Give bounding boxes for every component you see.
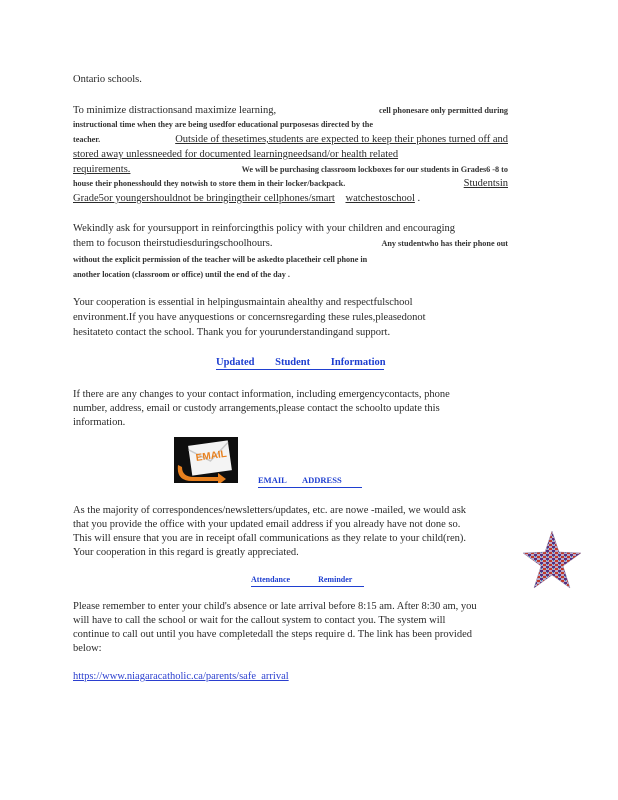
updated-line-3: information.	[73, 417, 126, 428]
phones-line-2: instructional time when they are being usedfor educational purposesas directed by the	[73, 120, 373, 129]
phones-line-5a: requirements.	[73, 164, 131, 175]
phones-line-6b: Studentsin	[463, 178, 508, 189]
support-line-2	[73, 237, 508, 250]
phones-line-7	[73, 192, 508, 205]
email-icon-label: EMAIL	[195, 448, 228, 464]
cooperation-line-3: hesitateto contact the school. Thank you for yourunderstandingand support.	[73, 327, 391, 338]
updated-info-heading-text: Updated Student Information	[216, 357, 386, 368]
phones-line-7a: Grade5or youngershouldnot be bringingtheir cellphones/smart	[73, 193, 335, 204]
support-line-1: Wekindly ask for yoursupport in reinforcingthis policy with your children and encouraging	[73, 223, 456, 234]
updated-line-2: number, address, email or custody arrangements,please contact the schoolto update this	[73, 403, 440, 414]
phones-line-5b: We will be purchasing classroom lockboxes for our students in Grades6 -8 to	[241, 165, 508, 174]
phones-line-7c: .	[417, 193, 421, 204]
email-address-heading-text: EMAIL ADDRESS	[258, 475, 342, 485]
support-line-4: another location (classroom or office) until the end of the day .	[73, 270, 290, 279]
updated-line-1: If there are any changes to your contact information, including emergencycontacts, phone	[73, 389, 450, 400]
phones-line-3b: Outside of thesetimes,students are expected to keep their phones turned off and	[175, 134, 508, 145]
attendance-line-2: will have to call the school or wait for the callout system to contact you. The system will	[73, 615, 446, 626]
phones-line-7b: watchestoschool	[345, 193, 415, 204]
attendance-line-1: Please remember to enter your child's absence or late arrival before 8:15 am. After 8:30 am, you	[73, 601, 477, 612]
attendance-line-4: below:	[73, 643, 102, 654]
safe-arrival-link[interactable]: https://www.niagaracatholic.ca/parents/safe_arrival	[73, 671, 289, 682]
attendance-heading-text: Attendance Reminder	[251, 575, 353, 584]
phones-line-4: stored away unlessneeded for documented learningneedsand/or health related	[73, 149, 399, 160]
email-line-3: This will ensure that you are in receipt ofall communications as they relate to your child(ren).	[73, 533, 467, 544]
phones-line-3	[73, 133, 508, 146]
phones-line-5	[73, 163, 508, 176]
email-line-2: that you provide the office with your updated email address if you already have not done so.	[73, 519, 461, 530]
email-envelope-graphic	[174, 437, 238, 483]
cooperation-line-2: environment.If you have anyquestions or concernsregarding these rules,pleasedonot	[73, 312, 426, 323]
cooperation-line-1: Your cooperation is essential in helpingusmaintain ahealthy and respectfulschool	[73, 297, 413, 308]
attendance-line-3: continue to call out until you have completedall the steps require d. The link has been provided	[73, 629, 472, 640]
support-line-2b: Any studentwho has their phone out	[381, 239, 508, 248]
phones-line-6a: house their phonesshould they notwish to store them in their locker/backpack.	[73, 179, 346, 188]
intro-line: Ontario schools.	[73, 74, 142, 85]
heading-underline	[258, 487, 362, 488]
email-icon	[174, 437, 238, 483]
attendance-heading	[251, 573, 364, 586]
support-line-2a: them to focuson theirstudiesduringschoolhours.	[73, 238, 273, 249]
heading-underline	[216, 369, 384, 370]
support-line-3: without the explicit permission of the teacher will be askedto placetheir cell phone in	[73, 255, 368, 264]
email-line-1: As the majority of correspondences/newsletters/updates, etc. are nowe -mailed, we would ask	[73, 505, 467, 516]
email-address-heading	[258, 474, 362, 487]
phones-line-1	[73, 104, 508, 117]
phones-line-1b: cell phonesare only permitted during	[378, 106, 508, 115]
updated-info-heading	[216, 356, 384, 369]
heading-underline	[251, 586, 364, 587]
word-cloud-star-icon	[522, 530, 582, 592]
phones-line-1a: To minimize distractionsand maximize learning,	[73, 105, 277, 116]
phones-line-3a: teacher.	[73, 135, 101, 144]
email-line-4: Your cooperation in this regard is greatly appreciated.	[73, 547, 299, 558]
phones-line-6	[73, 177, 508, 190]
